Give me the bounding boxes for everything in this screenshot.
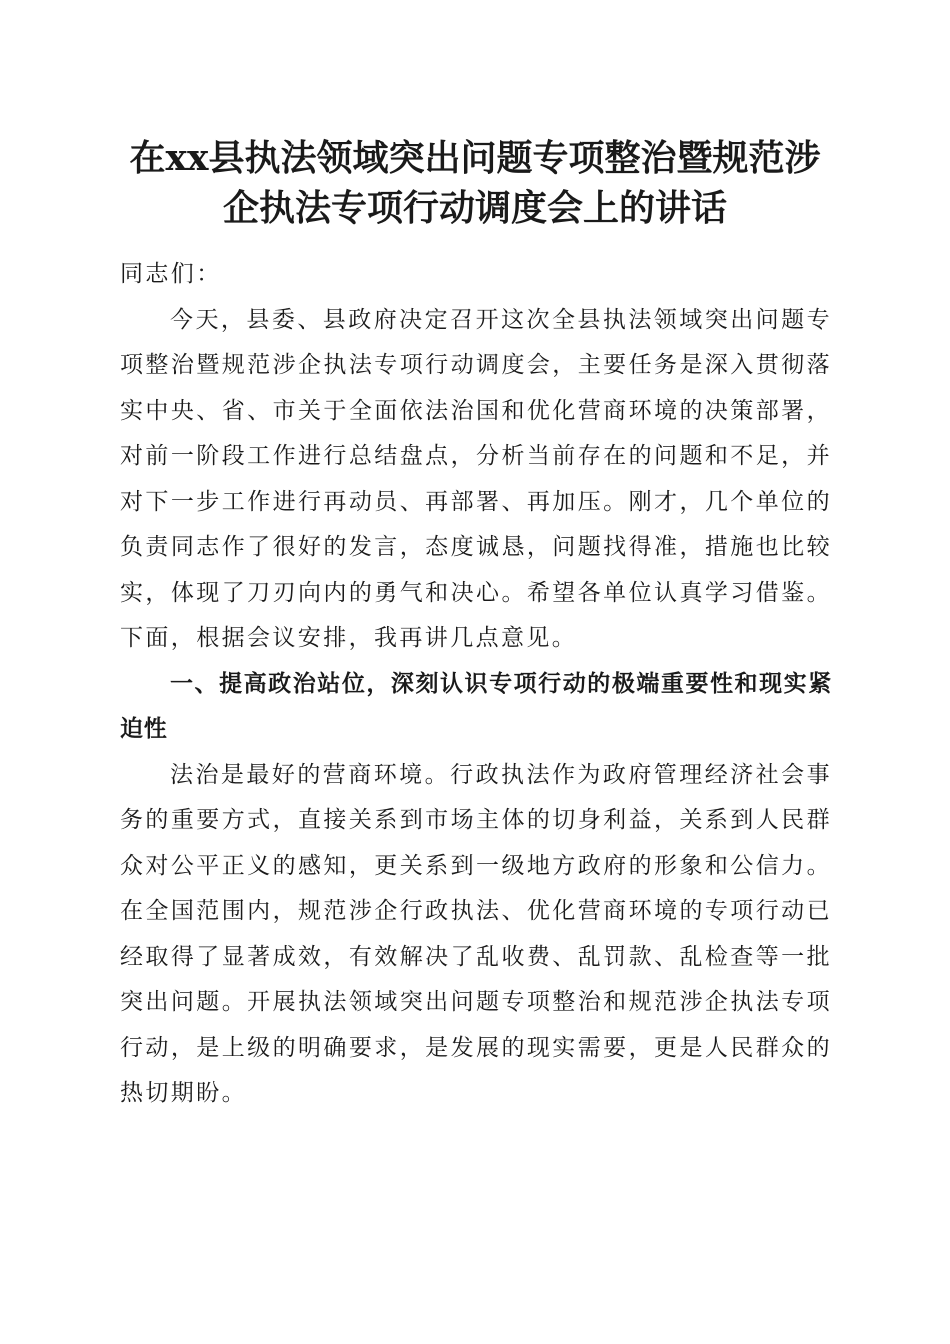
document-body [120, 252, 832, 1117]
title-line-2: 企执法专项行动调度会上的讲话 [222, 187, 727, 229]
document-title [100, 133, 850, 233]
paragraph-section-1: 法治是最好的营商环境。行政执法作为政府管理经济社会事务的重要方式，直接关系到市场主体的切身利益，关系到人民群众对公平正义的感知，更关系到一级地方政府的形象和公信力。在全国范围内，规范涉企行政执法、优化营商环境的专项行动已经取得了显著成效，有效解决了乱收费、乱罚款、乱检查等一批突出问题。开展执法领域突出问题专项整治和规范涉企执法专项行动，是上级的明确要求，是发展的现实需要，更是人民群众的热切期盼。 [120, 761, 832, 1106]
title-line-1: 在xx县执法领域突出问题专项整治暨规范涉 [129, 137, 821, 179]
paragraph-intro: 今天，县委、县政府决定召开这次全县执法领域突出问题专项整治暨规范涉企执法专项行动调度会，主要任务是深入贯彻落实中央、省、市关于全面依法治国和优化营商环境的决策部署，对前一阶段工作进行总结盘点，分析当前存在的问题和不足，并对下一步工作进行再动员、再部署、再加压。刚才，几个单位的负责同志作了很好的发言，态度诚恳，问题找得准，措施也比较实，体现了刀刃向内的勇气和决心。希望各单位认真学习借鉴。下面，根据会议安排，我再讲几点意见。 [120, 306, 832, 651]
section-heading-1: 一、提高政治站位，深刻认识专项行动的极端重要性和现实紧迫性 [120, 670, 832, 742]
salutation: 同志们： [120, 261, 222, 287]
